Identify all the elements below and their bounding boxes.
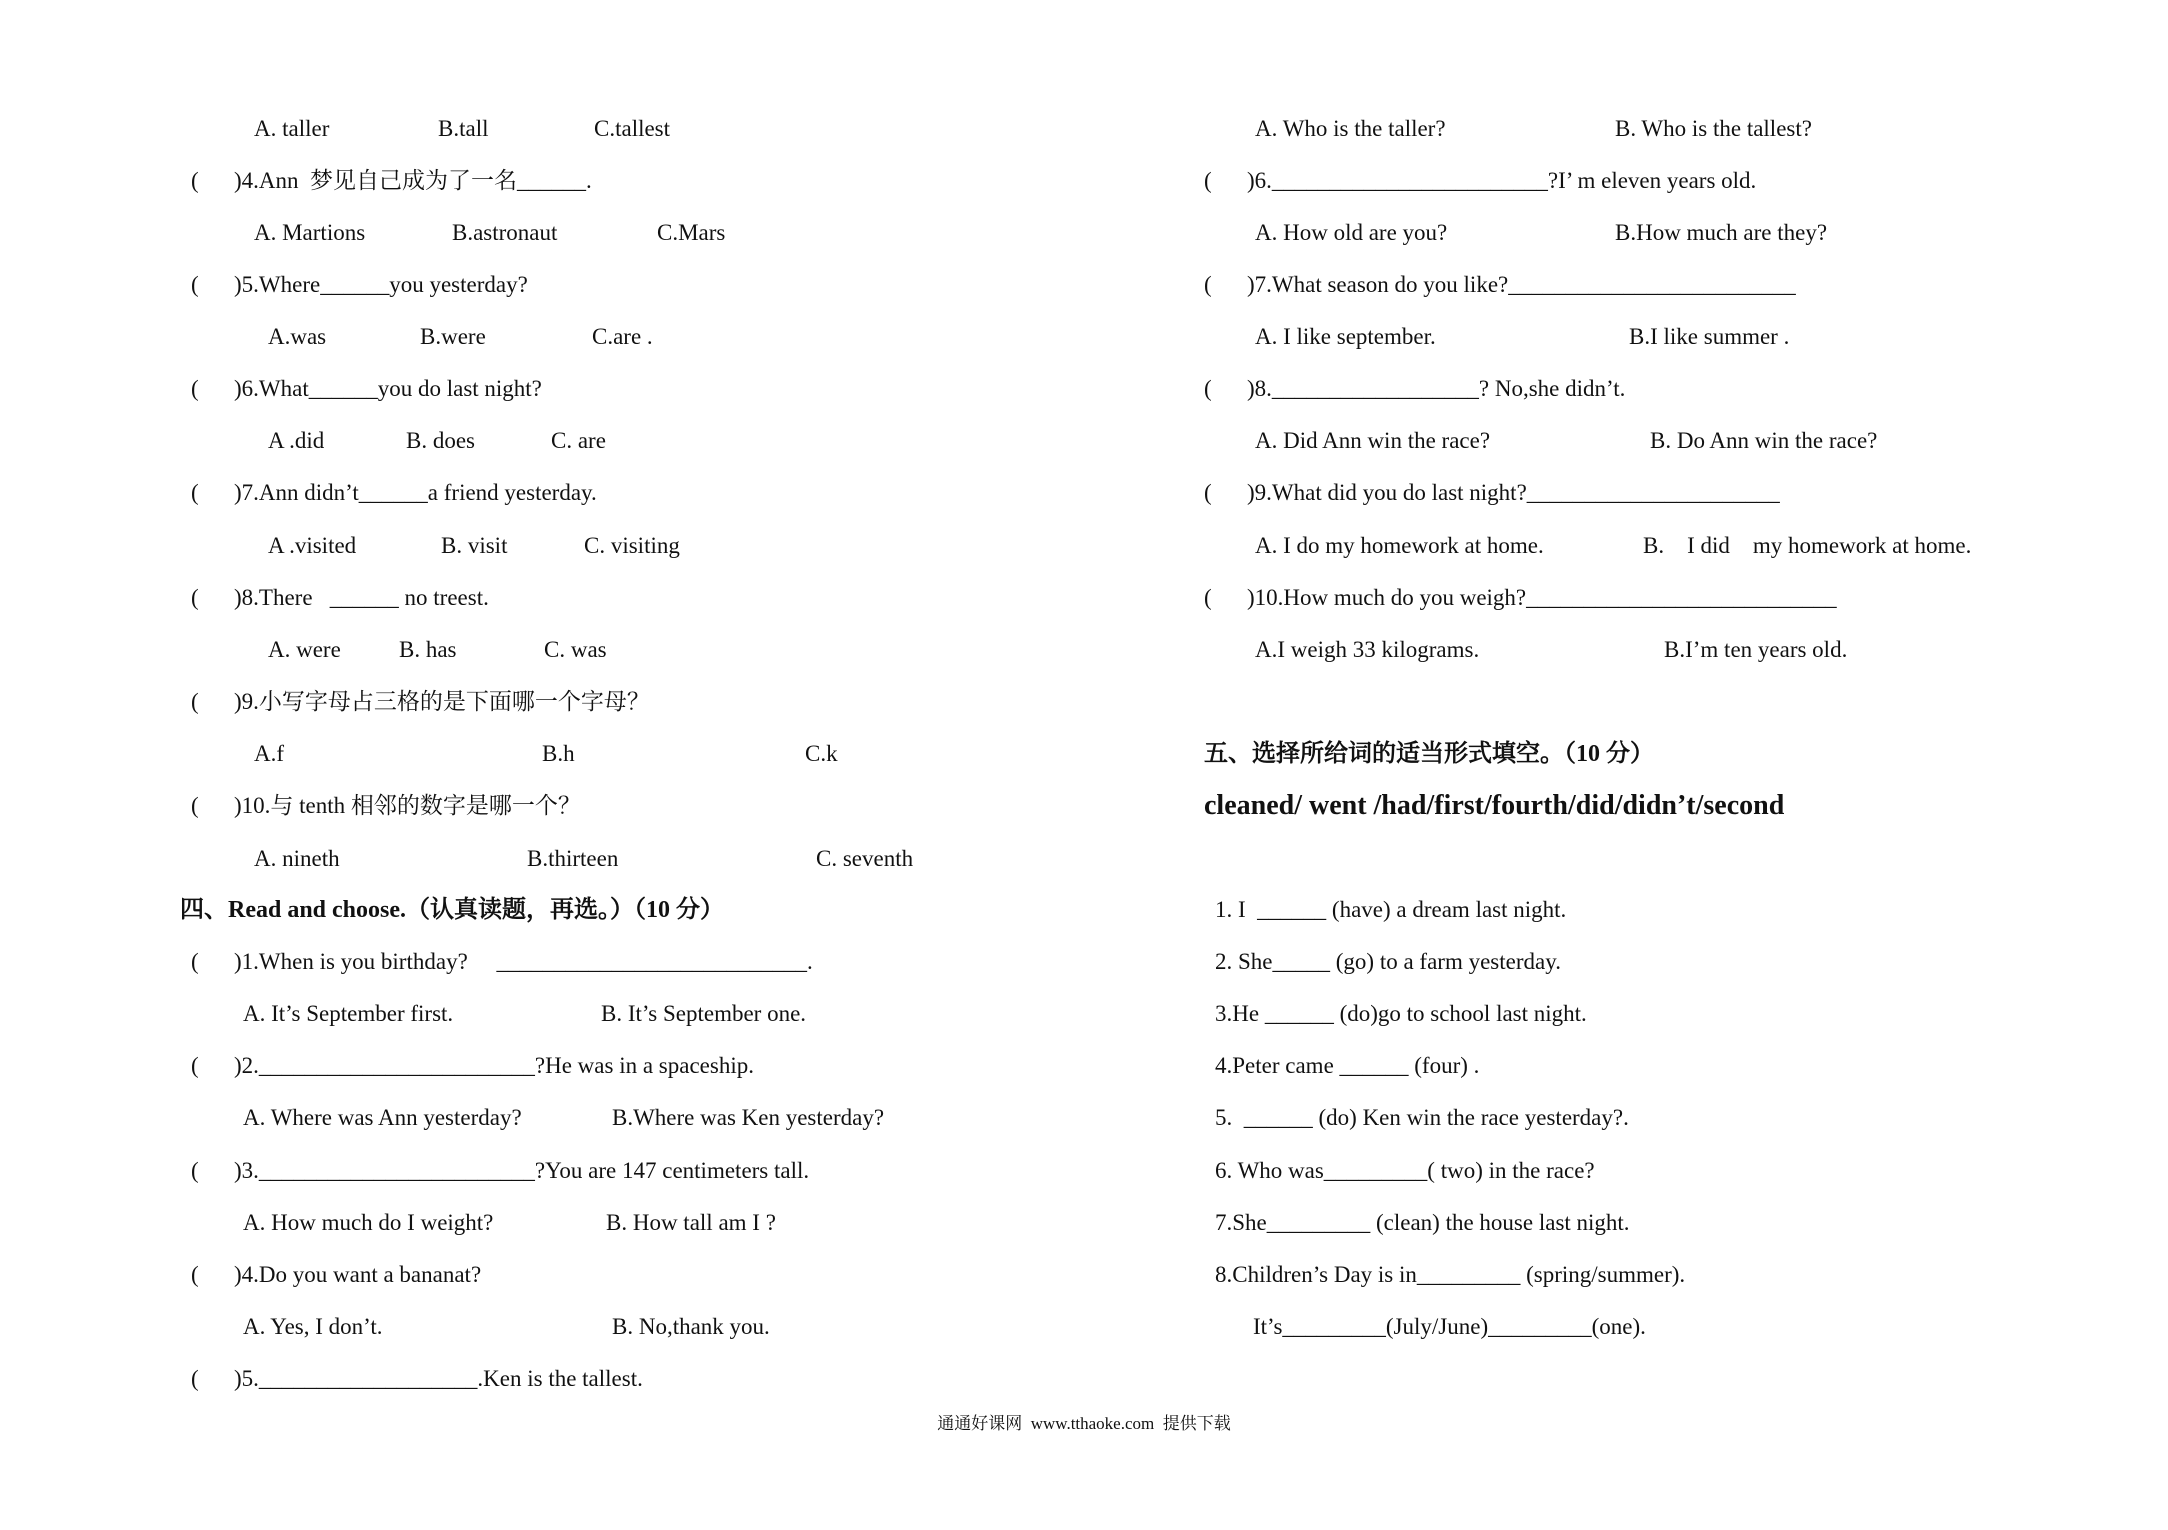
question-stem: )9.小写字母占三格的是下面哪一个字母？ — [234, 689, 650, 714]
option-c: C. was — [544, 637, 607, 662]
answer-paren[interactable]: ( — [191, 689, 199, 714]
option-b: B. It’s September one. — [601, 1001, 807, 1026]
question-stem: )3.________________________?You are 147 centimeters tall. — [234, 1158, 810, 1183]
question-stem: )6.________________________?I’ m eleven years old. — [1247, 168, 1757, 193]
question-stem: )8.__________________? No,she didn’t. — [1247, 376, 1626, 401]
option-c: C.Mars — [657, 220, 726, 245]
answer-paren[interactable]: ( — [191, 480, 199, 505]
answer-paren[interactable]: ( — [1204, 168, 1212, 193]
option-c: C. visiting — [584, 533, 680, 558]
option-a: A.I weigh 33 kilograms. — [1255, 637, 1480, 662]
option-a: A. Martions — [254, 220, 366, 245]
fill-item: 7.She_________ (clean) the house last night. — [1215, 1210, 1630, 1235]
answer-paren[interactable]: ( — [1204, 272, 1212, 297]
page-footer: 通通好课网 www.tthaoke.com 提供下载 — [937, 1414, 1231, 1433]
question-stem: )5.___________________.Ken is the tallest. — [234, 1366, 643, 1391]
answer-paren[interactable]: ( — [191, 949, 199, 974]
word-bank: cleaned/ went /had/first/fourth/did/didn’t/second — [1204, 790, 1785, 821]
option-b: B.h — [542, 741, 575, 766]
question-stem: )7.What season do you like?_________________________ — [1247, 272, 1796, 297]
option-b: B.astronaut — [452, 220, 558, 245]
option-b: B. has — [399, 637, 457, 662]
option-a: A. I do my homework at home. — [1255, 533, 1544, 558]
option-a: A. Where was Ann yesterday? — [243, 1105, 522, 1130]
fill-item: 5. ______ (do) Ken win the race yesterday?. — [1215, 1105, 1629, 1130]
option-a: A.was — [268, 324, 327, 349]
question-stem: )4.Ann 梦见自己成为了一名______. — [234, 168, 592, 193]
answer-paren[interactable]: ( — [191, 376, 199, 401]
q3-option-b: B.tall — [438, 116, 489, 141]
option-b: B. does — [406, 428, 475, 453]
q3-option-a: A. taller — [254, 116, 330, 141]
question-stem: )10.与 tenth 相邻的数字是哪一个？ — [234, 793, 581, 818]
question-stem: )4.Do you want a bananat? — [234, 1262, 482, 1287]
fill-item: 1. I ______ (have) a dream last night. — [1215, 897, 1567, 922]
option-a: A .did — [268, 428, 325, 453]
option-a: A. How old are you? — [1255, 220, 1448, 245]
question-stem: )5.Where______you yesterday? — [234, 272, 528, 297]
answer-paren[interactable]: ( — [1204, 480, 1212, 505]
q3-option-c: C.tallest — [594, 116, 671, 141]
option-b: B. Do Ann win the race? — [1650, 428, 1878, 453]
question-stem: )1.When is you birthday? ___________________________. — [234, 949, 813, 974]
fill-item: 8.Children’s Day is in_________ (spring/summer). — [1215, 1262, 1686, 1287]
option-c: C.are . — [592, 324, 653, 349]
answer-paren[interactable]: ( — [191, 272, 199, 297]
option-c: C. are — [551, 428, 606, 453]
option-b: B. I did my homework at home. — [1643, 533, 1972, 558]
option-b: B.How much are they? — [1615, 220, 1828, 245]
option-a: A. I like september. — [1255, 324, 1436, 349]
option-b: B.Where was Ken yesterday? — [612, 1105, 885, 1130]
question-stem: )7.Ann didn’t______a friend yesterday. — [234, 480, 597, 505]
section-4-heading: 四、Read and choose.（认真读题，再选。）（10 分） — [180, 897, 725, 923]
option-a: A. Yes, I don’t. — [243, 1314, 383, 1339]
answer-paren[interactable]: ( — [191, 585, 199, 610]
answer-paren[interactable]: ( — [191, 1053, 199, 1078]
q5-option-a: A. Who is the taller? — [1255, 116, 1446, 141]
option-a: A. nineth — [254, 846, 340, 871]
option-b: B. visit — [441, 533, 508, 558]
fill-item: 3.He ______ (do)go to school last night. — [1215, 1001, 1587, 1026]
option-b: B. No,thank you. — [612, 1314, 770, 1339]
option-b: B. How tall am I ? — [606, 1210, 776, 1235]
answer-paren[interactable]: ( — [1204, 376, 1212, 401]
option-b: B.I’m ten years old. — [1664, 637, 1848, 662]
option-a: A.f — [254, 741, 285, 766]
fill-item: 6. Who was_________( two) in the race? — [1215, 1158, 1595, 1183]
fill-item: 4.Peter came ______ (four) . — [1215, 1053, 1480, 1078]
answer-paren[interactable]: ( — [1204, 585, 1212, 610]
fill-item: It’s_________(July/June)_________(one). — [1253, 1314, 1646, 1339]
option-a: A. Did Ann win the race? — [1255, 428, 1491, 453]
question-stem: )10.How much do you weigh?___________________________ — [1247, 585, 1837, 610]
answer-paren[interactable]: ( — [191, 793, 199, 818]
answer-paren[interactable]: ( — [191, 1262, 199, 1287]
answer-paren[interactable]: ( — [191, 1158, 199, 1183]
fill-item: 2. She_____ (go) to a farm yesterday. — [1215, 949, 1561, 974]
option-a: A. It’s September first. — [243, 1001, 454, 1026]
answer-paren[interactable]: ( — [191, 1366, 199, 1391]
option-c: C.k — [805, 741, 838, 766]
option-b: B.I like summer . — [1629, 324, 1790, 349]
option-a: A. were — [268, 637, 341, 662]
option-a: A. How much do I weight? — [243, 1210, 494, 1235]
option-c: C. seventh — [816, 846, 914, 871]
option-a: A .visited — [268, 533, 357, 558]
question-stem: )2.________________________?He was in a spaceship. — [234, 1053, 754, 1078]
question-stem: )9.What did you do last night?______________________ — [1247, 480, 1780, 505]
option-b: B.thirteen — [527, 846, 619, 871]
section-5-heading: 五、选择所给词的适当形式填空。（10 分） — [1204, 741, 1654, 767]
q5-option-b: B. Who is the tallest? — [1615, 116, 1812, 141]
question-stem: )8.There ______ no treest. — [234, 585, 489, 610]
option-b: B.were — [420, 324, 486, 349]
question-stem: )6.What______you do last night? — [234, 376, 542, 401]
answer-paren[interactable]: ( — [191, 168, 199, 193]
